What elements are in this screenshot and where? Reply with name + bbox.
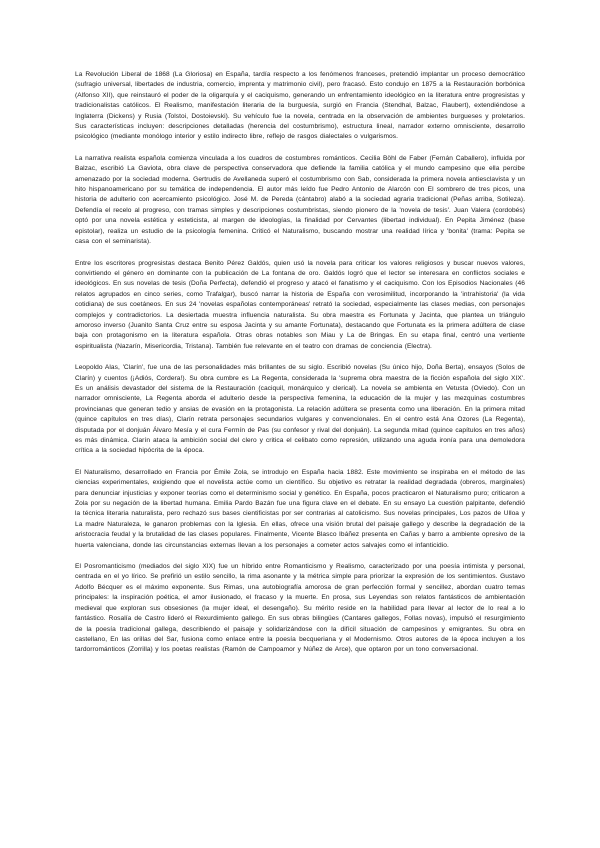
paragraph-naturalismo: El Naturalismo, desarrollado en Francia por Émile Zola, se introdujo en España hacia 1882. Este movimiento se inspiraba en el método de las ciencias experimentales, exigiendo que el novelista actúe como un científico. Su objetivo es retratar la realidad degradada (obreros, marginales) para denunciar injusticias y exponer teorías como el determinismo social y genético. En España, pocos practicaron el Naturalismo puro; criticaron a Zola por su negación de la libertad humana. Emilia Pardo Bazán fue una figura clave en el debate. En su ensayo La cuestión palpitante, defendió la técnica literaria naturalista, pero rechazó sus bases cientificistas por ser contrarias al catolicismo. Sus novelas principales, Los pazos de Ulloa y La madre Naturaleza, le ganaron problemas con la Iglesia. En ellas, ofrece una visión brutal del paisaje gallego y describe la degradación de la aristocracia feudal y la brutalidad de las clases populares. Finalmente, Vicente Blasco Ibáñez presenta en Cañas y barro a ambiente opresivo de la huerta valenciana, donde las circunstancias externas llevan a los personajes a cometer actos salvajes como el infanticidio. [75, 468, 525, 549]
document-body [75, 70, 525, 667]
paragraph-narrativa-realista: La narrativa realista española comienza vinculada a los cuadros de costumbres románticos. Cecilia Böhl de Faber (Fernán Caballero), influida por Balzac, escribió La Gaviota, obra clave de perspectiva conservadora que defiende la familia católica y el mundo campesino que ella percibe amenazado por la sociedad moderna. Gertrudis de Avellaneda superó el costumbrismo con Sab, considerada la primera novela antiesclavista y un hito hispanoamericano por su temática de independencia. El autor más leído fue Pedro Antonio de Alarcón con El sombrero de tres picos, una historia de adulterio con acercamiento psicológico. José M. de Pereda (cántabro) alabó a la sociedad agraria tradicional (Peñas arriba, Sotileza). Defendía el recelo al progreso, con tramas simples y descripciones costumbristas, siendo pionero de la 'novela de tesis'. Juan Valera (cordobés) optó por una novela estética y esteticista, al margen de ideologías, la finalidad por Cervantes (libertad individual). En Pepita Jiménez (base epistolar), realiza un estudio de la psicología femenina. Criticó el Naturalismo, buscando mostrar una realidad lírica y 'bonita' (trama: Pepita se casa con el seminarista). [75, 154, 525, 246]
paragraph-clarin: Leopoldo Alas, 'Clarín', fue una de las personalidades más brillantes de su siglo. Escribió novelas (Su único hijo, Doña Berta), ensayos (Solos de Clarín) y cuentos (¡Adiós, Cordera!). Su obra cumbre es La Regenta, considerada la 'suprema obra maestra de la ficción española del siglo XIX'. Es un análisis devastador del sistema de la Restauración (caciquil, monárquico y clerical). La novela se ambienta en Vetusta (Oviedo). Con un narrador omnisciente, La Regenta aborda el adulterio desde la perspectiva femenina, la educación de la mujer y las mezquinas costumbres provincianas que generan tedio y ansias de evasión en la protagonista. La relación adúltera se presenta como una liberación. En la primera mitad (quince capítulos en tres días), Clarín retrata personajes secundarios vulgares y convencionales. En el centro está Ana Ozores (La Regenta), disputada por el donjuán Álvaro Mesía y el cura Fermín de Pas (su confesor y rival del donjuán). La segunda mitad (quince capítulos en tres años) es más dinámica. Clarín ataca la ambición social del clero y critica el celibato como represión, utilizando una aguda ironía para una demoledora crítica a la sociedad hipócrita de la época. [75, 364, 525, 455]
paragraph-perez-galdos: Entre los escritores progresistas destaca Benito Pérez Galdós, quien usó la novela para criticar los valores religiosos y buscar nuevos valores, convirtiendo el género en dominante con la publicación de La fontana de oro. Galdós logró que el lector se interesara en conflictos sociales e ideológicos. En sus novelas de tesis (Doña Perfecta), defendió el progreso y atacó el fanatismo y el caciquismo. Con los Episodios Nacionales (46 relatos agrupados en cinco series, como Trafalgar), buscó narrar la historia de España con verosimilitud, incorporando la 'intrahistoria' (la vida cotidiana) de sus coetáneos. En sus 24 'novelas españolas contemporáneas' retrató la sociedad, especialmente las clases medias, con personajes complejos y contradictorios. La desiertada muestra influencia naturalista. Su obra maestra es Fortunata y Jacinta, que plantea un triángulo amoroso inverso (Juanito Santa Cruz entre su esposa Jacinta y su amante Fortunata), destacando que Fortunata es la primera adúltera de clase baja con protagonismo en la literatura española. Otras obras notables son Miau y La de Bringas. En su etapa final, centró una vertiente espiritualista (Nazarín, Misericordia, Tristana). También fue relevante en el teatro con dramas de conciencia (Electra). [75, 259, 525, 350]
paragraph-posromanticismo: El Posromanticismo (mediados del siglo XIX) fue un híbrido entre Romanticismo y Realismo, caracterizado por una poesía intimista y personal, centrada en el yo lírico. Se prefirió un estilo sencillo, la rima asonante y la métrica simple para priorizar la expresión de los sentimientos. Gustavo Adolfo Bécquer es el máximo exponente. Sus Rimas, una autobiografía amorosa de gran perfección formal y sencillez, abordan cuatro temas principales: la inspiración poética, el amor ilusionado, el fracaso y la muerte. En prosa, sus Leyendas son relatos fantásticos de ambientación medieval que exploran sus obsesiones (la mujer ideal, el desengaño). Su mérito reside en la habilidad para llevar al lector de lo real a lo fantástico. Rosalía de Castro lideró el Rexurdimiento gallego. En sus obras bilingües (Cantares gallegos, Follas novas), impulsó el resurgimiento de la poesía tradicional gallega, describiendo el paisaje y solidarizándose con la difícil situación de campesinos y emigrantes. Su obra en castellano, En las orillas del Sar, fusiona como enlace entre la poesía becqueriana y el Modernismo. Otros autores de la época incluyen a los tardorrománticos (Zorrilla) y los poetas realistas (Ramón de Campoamor y Núñez de Arce), que optaron por un tono conversacional. [75, 563, 525, 654]
paragraph-revolucion-liberal: La Revolución Liberal de 1868 (La Gloriosa) en España, tardía respecto a los fenómenos franceses, pretendió implantar un proceso democrático (sufragio universal, libertades de industria, comercio, imprenta y matrimonio civil), pero fracasó. Esto condujo en 1875 a la Restauración borbónica (Alfonso XII), que reinstauró el poder de la oligarquía y el caciquismo, generando un enfrentamiento ideológico en la literatura entre progresistas y tradicionalistas católicos. El Realismo, manifestación literaria de la burguesía, surgió en Francia (Stendhal, Balzac, Flaubert), extendiéndose a Inglaterra (Dickens) y Rusia (Tolstoi, Dostoievski). Su vehículo fue la novela, centrada en la observación de ambientes burgueses y proletarios. Sus características incluyen: descripciones detalladas (herencia del costumbrismo), estructura lineal, narrador externo omnisciente, desarrollo psicológico (mediante monólogo interior y estilo indirecto libre, reflejo de rasgos dialectales o vulgarismos. [75, 71, 525, 141]
